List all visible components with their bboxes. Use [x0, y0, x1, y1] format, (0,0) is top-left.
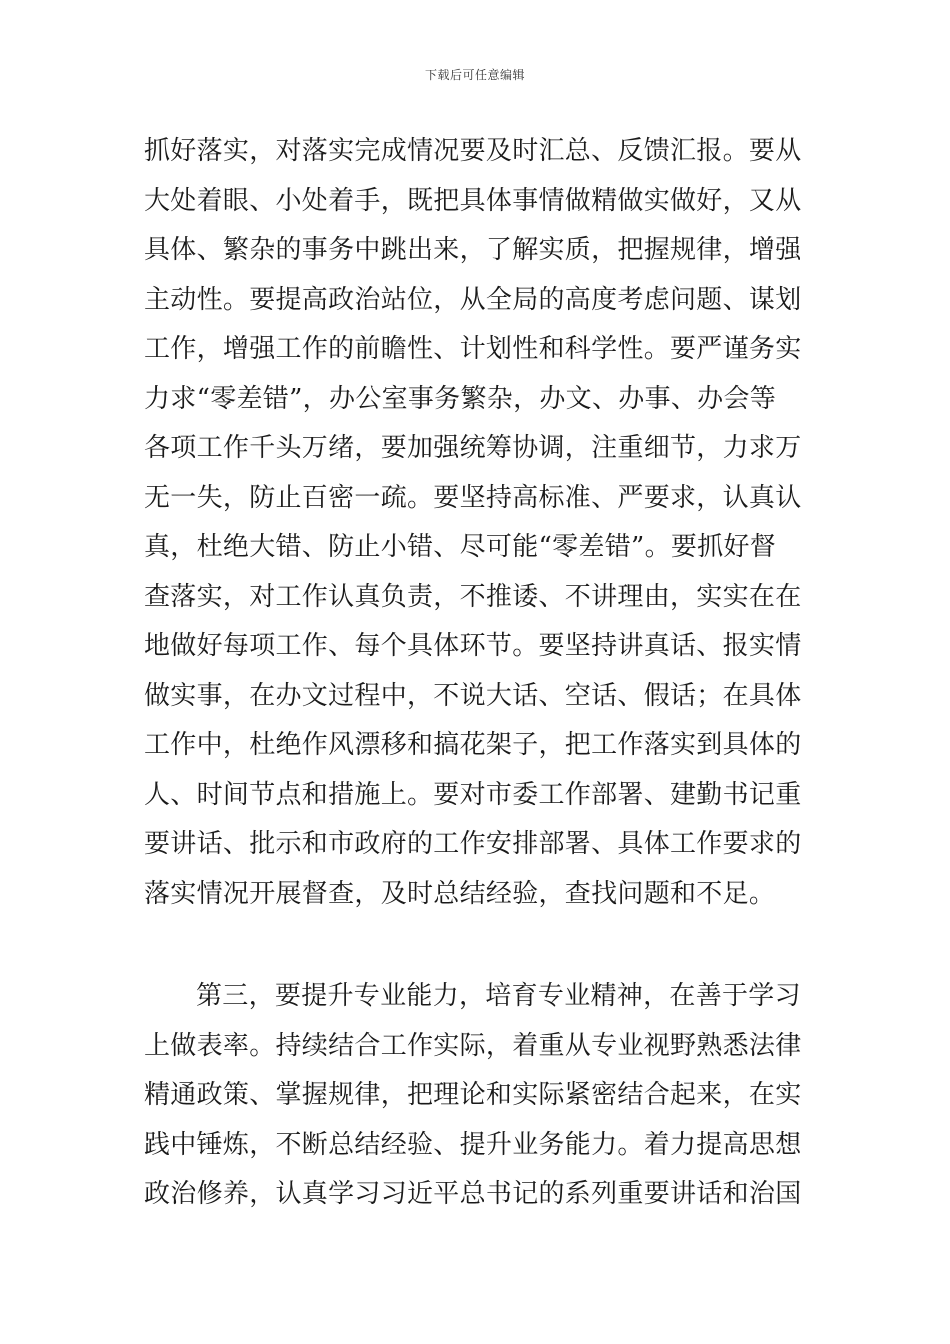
text-line: 各项工作千头万绪，要加强统筹协调，注重细节，力求万	[144, 433, 802, 463]
text-line: 工作中，杜绝作风漂移和搞花架子，把工作落实到具体的	[144, 730, 802, 760]
text-line: 地做好每项工作、每个具体环节。要坚持讲真话、报实情	[144, 631, 802, 661]
text-line: 践中锤炼，不断总结经验、提升业务能力。着力提高思想	[144, 1129, 802, 1160]
text-line: 抓好落实，对落实完成情况要及时汇总、反馈汇报。要从	[144, 136, 802, 166]
text-line: 做实事，在办文过程中，不说大话、空话、假话；在具体	[144, 680, 802, 711]
text-line: 精通政策、掌握规律，把理论和实际紧密结合起来，在实	[144, 1080, 802, 1110]
text-line: 主动性。要提高政治站位，从全局的高度考虑问题、谋划	[144, 284, 802, 315]
text-line: 上做表率。持续结合工作实际，着重从专业视野熟悉法律	[144, 1030, 802, 1061]
paragraph-1	[144, 127, 814, 919]
text-line: 工作，增强工作的前瞻性、计划性和科学性。要严谨务实	[144, 334, 802, 364]
text-line: 查落实，对工作认真负责，不推诿、不讲理由，实实在在	[144, 581, 802, 612]
paragraph-2	[144, 972, 814, 1220]
text-line: 政治修养，认真学习习近平总书记的系列重要讲话和治国	[144, 1179, 802, 1209]
text-line: 无一失，防止百密一疏。要坚持高标准、严要求，认真认	[144, 482, 802, 513]
page-header-note: 下载后可任意编辑	[424, 68, 525, 82]
text-line: 真，杜绝大错、防止小错、尽可能“零差错”。要抓好督	[144, 532, 777, 562]
text-line: 具体、繁杂的事务中跳出来，了解实质，把握规律，增强	[144, 235, 802, 265]
text-line: 大处着眼、小处着手，既把具体事情做精做实做好，又从	[144, 185, 802, 216]
text-line: 落实情况开展督查，及时总结经验，查找问题和不足。	[144, 878, 776, 909]
text-line: 力求“零差错”，办公室事务繁杂，办文、办事、办会等	[144, 383, 777, 414]
text-line: 第三，要提升专业能力，培育专业精神，在善于学习	[196, 981, 801, 1011]
text-line: 人、时间节点和措施上。要对市委工作部署、建勤书记重	[144, 779, 802, 810]
text-line: 要讲话、批示和市政府的工作安排部署、具体工作要求的	[144, 829, 802, 859]
